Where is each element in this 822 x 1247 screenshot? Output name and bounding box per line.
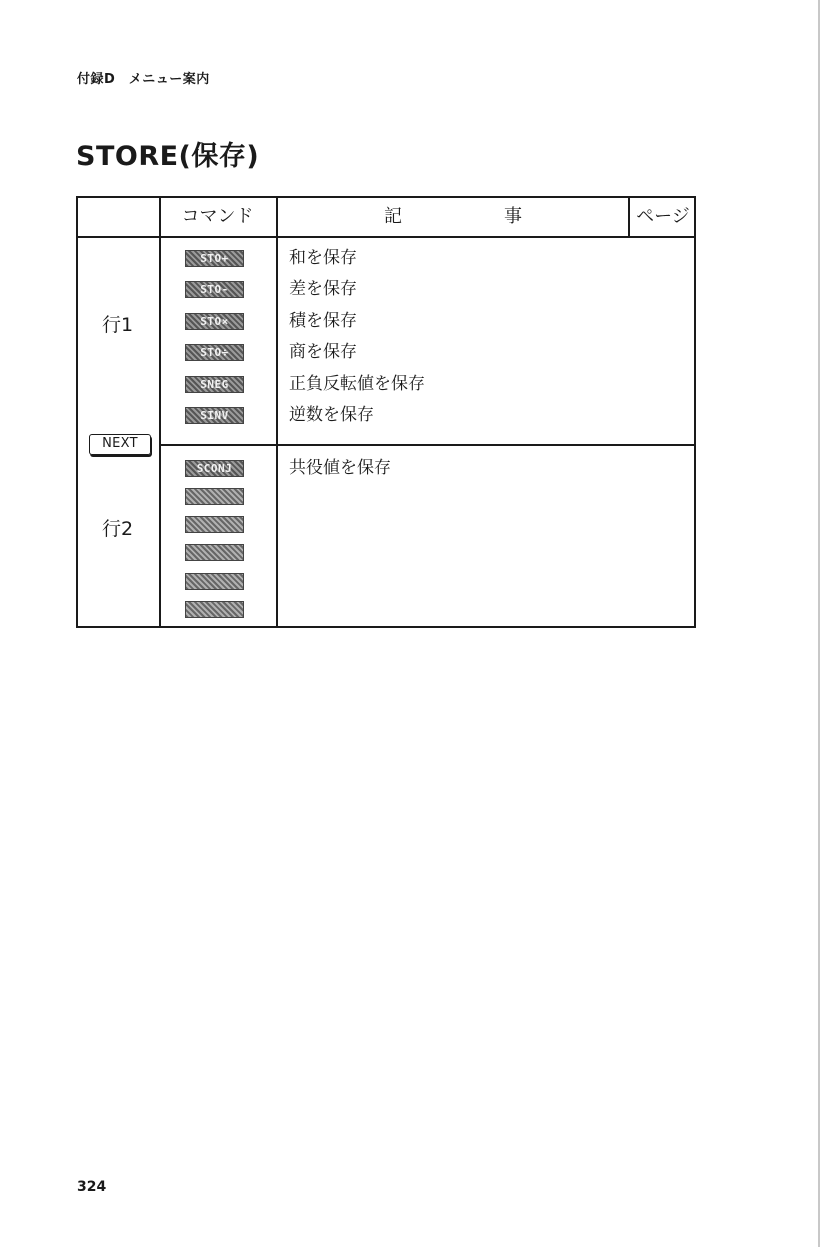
next-key: NEXT — [89, 434, 151, 455]
desc-sinv: 逆数を保存 — [289, 405, 374, 425]
softkey-sinv: SINV — [185, 407, 244, 424]
header-desc-right: 事 — [504, 206, 522, 227]
softkey-blank — [185, 544, 244, 561]
softkey-blank — [185, 516, 244, 533]
column-divider — [276, 198, 278, 626]
softkey-blank — [185, 488, 244, 505]
softkey-sconj: SCONJ — [185, 460, 244, 477]
softkey-sto-minus: STO- — [185, 281, 244, 298]
desc-sto-divide: 商を保存 — [289, 342, 357, 362]
softkey-sto-divide: STO÷ — [185, 344, 244, 361]
running-head: 付録D メニュー案内 — [77, 72, 210, 87]
page-edge-line — [818, 0, 820, 1247]
softkey-blank — [185, 601, 244, 618]
row-label-2: 行2 — [102, 518, 134, 540]
header-description — [278, 198, 628, 236]
header-divider — [78, 236, 694, 238]
header-desc-left: 記 — [384, 206, 402, 227]
header-page: ページ — [636, 206, 690, 227]
softkey-sneg: SNEG — [185, 376, 244, 393]
store-menu-table — [76, 196, 696, 628]
row-label-1: 行1 — [102, 314, 134, 336]
desc-sto-plus: 和を保存 — [289, 248, 357, 268]
desc-sto-minus: 差を保存 — [289, 279, 357, 299]
desc-sneg: 正負反転値を保存 — [289, 374, 425, 394]
header-command: コマンド — [181, 206, 254, 227]
softkey-sto-plus: STO+ — [185, 250, 244, 267]
desc-sconj: 共役値を保存 — [289, 458, 391, 478]
softkey-sto-times: STO× — [185, 313, 244, 330]
page-number: 324 — [77, 1179, 107, 1195]
section-title: STORE(保存) — [76, 141, 260, 172]
softkey-blank — [185, 573, 244, 590]
row-divider — [159, 444, 694, 446]
desc-sto-times: 積を保存 — [289, 311, 357, 331]
column-divider — [159, 198, 161, 626]
